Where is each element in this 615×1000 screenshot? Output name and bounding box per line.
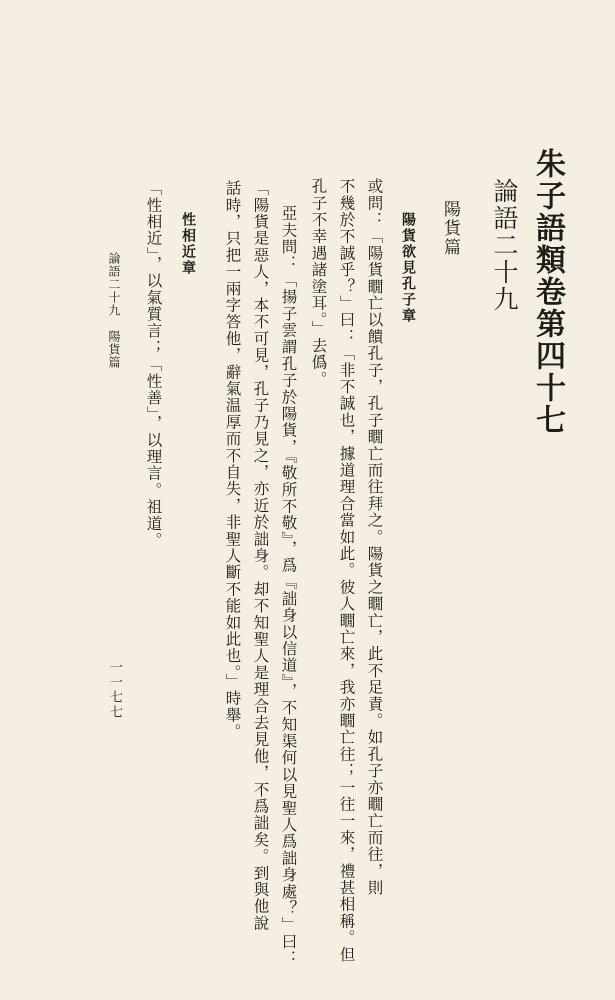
page-number: 一一七七 (107, 660, 122, 720)
text-line: 「性相近」，以氣質言；「性善」，以理言。祖道。 (144, 180, 163, 549)
text-line: 話時，只把一兩字答他，辭氣温厚而不自失，非聖人斷不能如此也。」時舉。 (223, 180, 242, 741)
section-heading: 陽貨欲見孔子章 (400, 212, 416, 324)
section-heading: 性相近章 (180, 212, 196, 276)
text-line: 或問：「陽貨瞯亡以饋孔子，孔子瞯亡而往拜之。陽貨之瞯亡，此不足責。如孔子亦瞯亡而往，則 (365, 178, 384, 897)
text-line: 孔子不幸遇諸塗耳。」去僞。 (309, 178, 328, 388)
running-footer: 論語二十九 陽貨篇 (107, 252, 121, 369)
text-line: 「陽貨是惡人，本不可見，孔子乃見之，亦近於詘身。却不知聖人是理合去見他，不爲詘矣。到與他說 (251, 180, 270, 932)
chapter-title: 論語二十九 (490, 178, 519, 313)
text-line: 亞夫問：「揚子雲謂孔子於陽貨，『敬所不敬』，爲『詘身以信道』，不知渠何以見聖人爲詘身處？」曰： (279, 205, 298, 967)
section-title: 陽貨篇 (440, 200, 460, 257)
book-title: 朱子語類卷第四十七 (530, 148, 565, 436)
text-line: 不幾於不誠乎？」曰：「非不誠也，據道理合當如此。彼人瞯亡來，我亦瞯亡往；一往一來，禮甚相稱。但 (337, 178, 356, 963)
